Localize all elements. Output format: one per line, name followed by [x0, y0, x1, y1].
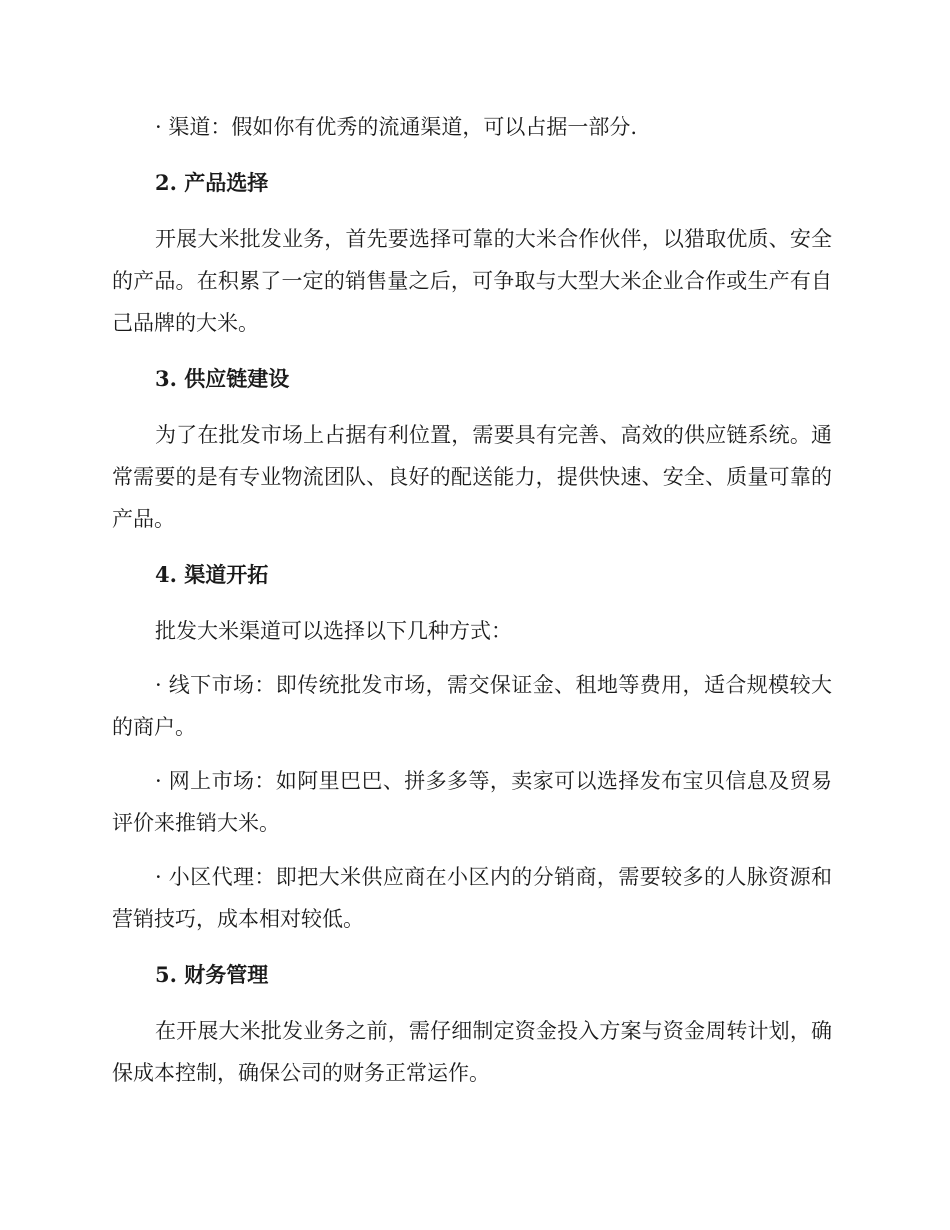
- paragraph-financial-management: 在开展大米批发业务之前，需仔细制定资金投入方案与资金周转计划，确保成本控制，确保公司的财务正常运作。: [112, 1019, 832, 1085]
- paragraph-channel-intro: 批发大米渠道可以选择以下几种方式：: [155, 619, 512, 643]
- heading-financial-management: 5. 财务管理: [155, 962, 269, 987]
- heading-product-selection: 2. 产品选择: [155, 170, 269, 195]
- document-page: [112, 106, 832, 1094]
- paragraph-supply-chain: 为了在批发市场上占据有利位置，需要具有完善、高效的供应链系统。通常需要的是有专业物流团队、良好的配送能力，提供快速、安全、质量可靠的产品。: [112, 423, 832, 531]
- paragraph-product-selection: 开展大米批发业务，首先要选择可靠的大米合作伙伴，以猎取优质、安全的产品。在积累了一定的销售量之后，可争取与大型大米企业合作或生产有自己品牌的大米。: [112, 227, 832, 335]
- bullet-offline-market: · 线下市场：即传统批发市场，需交保证金、租地等费用，适合规模较大的商户。: [112, 673, 832, 739]
- bullet-community-agent: · 小区代理：即把大米供应商在小区内的分销商，需要较多的人脉资源和营销技巧，成本相对较低。: [112, 865, 832, 931]
- heading-channel-expansion: 4. 渠道开拓: [155, 562, 269, 587]
- bullet-online-market: · 网上市场：如阿里巴巴、拼多多等，卖家可以选择发布宝贝信息及贸易评价来推销大米。: [112, 769, 832, 835]
- bullet-channel: · 渠道：假如你有优秀的流通渠道，可以占据一部分.: [155, 115, 638, 139]
- heading-supply-chain: 3. 供应链建设: [155, 366, 290, 391]
